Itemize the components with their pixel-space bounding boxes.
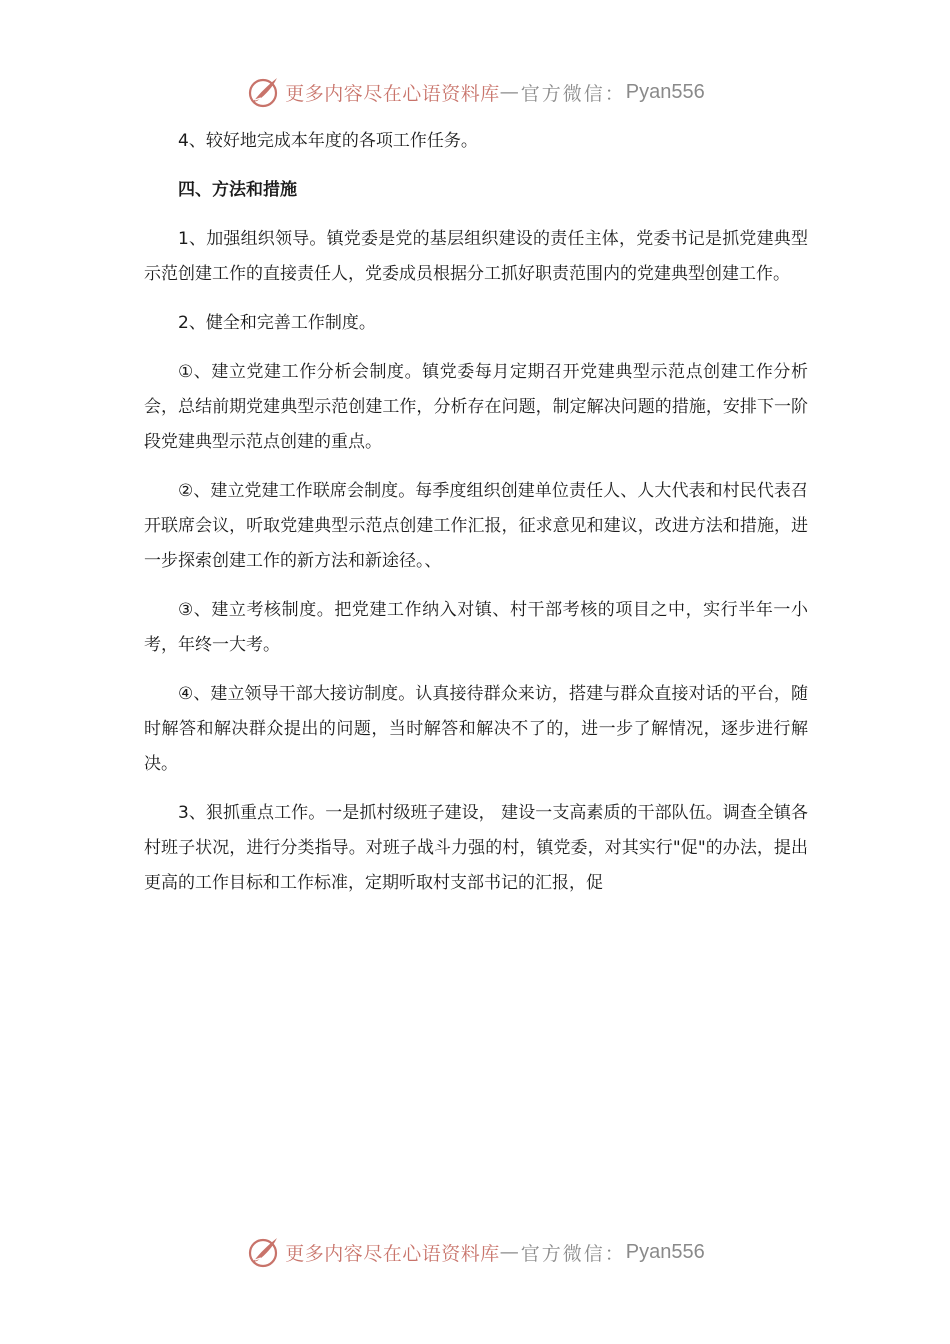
paragraph-system-2: ②、建立党建工作联席会制度。每季度组织创建单位责任人、人大代表和村民代表召开联席会议，听取党建典型示范点创建工作汇报，征求意见和建议，改进方法和措施，进一步探索创建工作的新方法和新途径。、 bbox=[144, 481, 808, 571]
paragraph-system-4: ④、建立领导干部大接访制度。认真接待群众来访，搭建与群众直接对话的平台，随时解答和解决群众提出的问题，当时解答和解决不了的，进一步了解情况，逐步进行解决。 bbox=[144, 684, 808, 774]
paragraph-system-3: ③、建立考核制度。把党建工作纳入对镇、村干部考核的项目之中，实行半年一小考，年终一大考。 bbox=[144, 600, 808, 655]
wechat-label: 官方微信： bbox=[520, 82, 626, 105]
section-heading-methods: 四、方法和措施 bbox=[178, 180, 297, 200]
brand-text: 更多内容尽在心语资料库 bbox=[285, 1242, 500, 1265]
header-watermark-banner bbox=[0, 72, 950, 112]
paragraph-goal-4: 4、较好地完成本年度的各项工作任务。 bbox=[178, 131, 478, 151]
brand-text: 更多内容尽在心语资料库 bbox=[285, 82, 500, 105]
wechat-label: 官方微信： bbox=[520, 1242, 626, 1265]
banner-dash: — bbox=[499, 81, 521, 103]
paragraph-measure-2: 2、健全和完善工作制度。 bbox=[178, 313, 376, 333]
wechat-account: Pyan556 bbox=[625, 1240, 705, 1263]
quill-circle-logo-icon bbox=[245, 74, 281, 110]
paragraph-measure-1: 1、加强组织领导。镇党委是党的基层组织建设的责任主体，党委书记是抓党建典型示范创建工作的直接责任人，党委成员根据分工抓好职责范围内的党建典型创建工作。 bbox=[144, 229, 808, 284]
paragraph-system-1: ①、建立党建工作分析会制度。镇党委每月定期召开党建典型示范点创建工作分析会，总结前期党建典型示范创建工作，分析存在问题，制定解决问题的措施，安排下一阶段党建典型示范点创建的重点。 bbox=[144, 362, 808, 452]
wechat-account: Pyan556 bbox=[625, 80, 705, 103]
quill-circle-logo-icon bbox=[245, 1234, 281, 1270]
document-body bbox=[144, 124, 808, 915]
paragraph-measure-3: 3、狠抓重点工作。一是抓村级班子建设， 建设一支高素质的干部队伍。调查全镇各村班子状况，进行分类指导。对班子战斗力强的村，镇党委，对其实行"促"的办法，提出更高的工作目标和工作标准，定期听取村支部书记的汇报，促 bbox=[144, 803, 808, 893]
footer-watermark-banner bbox=[0, 1232, 950, 1272]
banner-dash: — bbox=[499, 1241, 521, 1263]
